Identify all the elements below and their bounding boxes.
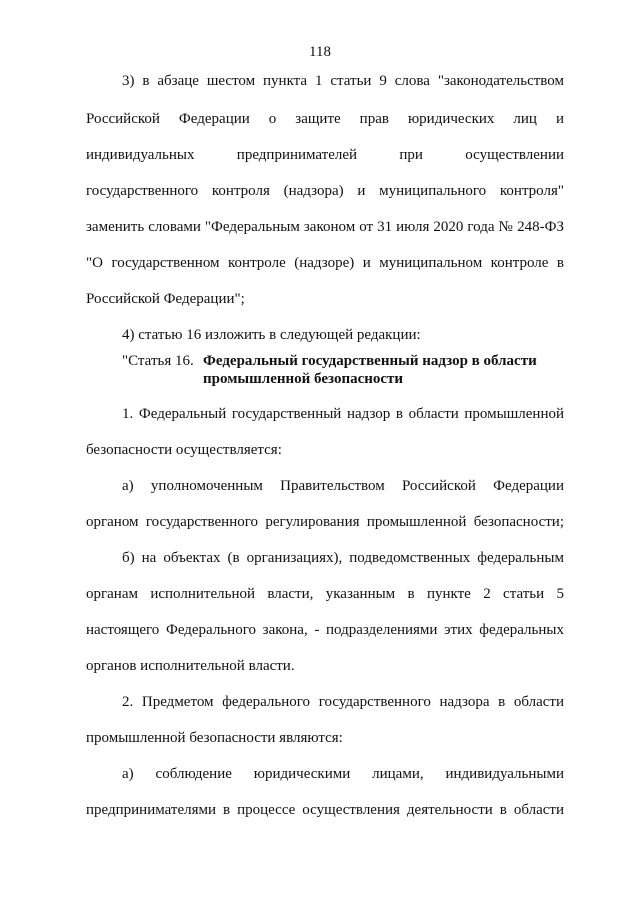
body-line: промышленной безопасности являются: (86, 730, 343, 746)
article-title-line: промышленной безопасности (203, 371, 404, 387)
body-line: органам исполнительной власти, указанным в пункте 2 статьи 5 (86, 586, 564, 602)
body-line: "О государственном контроле (надзоре) и муниципальном контроле в (86, 255, 564, 271)
body-line: 1. Федеральный государственный надзор в области промышленной (122, 406, 564, 422)
article-title (203, 352, 564, 388)
article-label: "Статья 16. (122, 353, 194, 369)
body-line: индивидуальных предпринимателей при осуществлении (86, 147, 564, 163)
body-line: а) соблюдение юридическими лицами, индивидуальными (122, 766, 564, 782)
body-line: а) уполномоченным Правительством Российской Федерации (122, 478, 564, 494)
body-line: 3) в абзаце шестом пункта 1 статьи 9 слова "законодательством (122, 73, 564, 89)
body-line: предпринимателями в процессе осуществления деятельности в области (86, 802, 564, 818)
body-line: б) на объектах (в организациях), подведомственных федеральным (122, 550, 564, 566)
body-line: безопасности осуществляется: (86, 442, 282, 458)
body-line: 4) статью 16 изложить в следующей редакции: (122, 327, 421, 343)
body-line: органов исполнительной власти. (86, 658, 295, 674)
body-line: заменить словами "Федеральным законом от 31 июля 2020 года № 248-ФЗ (86, 219, 564, 235)
body-line: Российской Федерации"; (86, 291, 245, 307)
page-number: 118 (309, 44, 331, 60)
body-line: государственного контроля (надзора) и муниципального контроля" (86, 183, 564, 199)
article-title-line: Федеральный государственный надзор в области (203, 353, 537, 369)
body-line: Российской Федерации о защите прав юридических лиц и (86, 111, 564, 127)
body-line: органом государственного регулирования промышленной безопасности; (86, 514, 564, 530)
body-line: настоящего Федерального закона, - подразделениями этих федеральных (86, 622, 564, 638)
body-line: 2. Предметом федерального государственного надзора в области (122, 694, 564, 710)
